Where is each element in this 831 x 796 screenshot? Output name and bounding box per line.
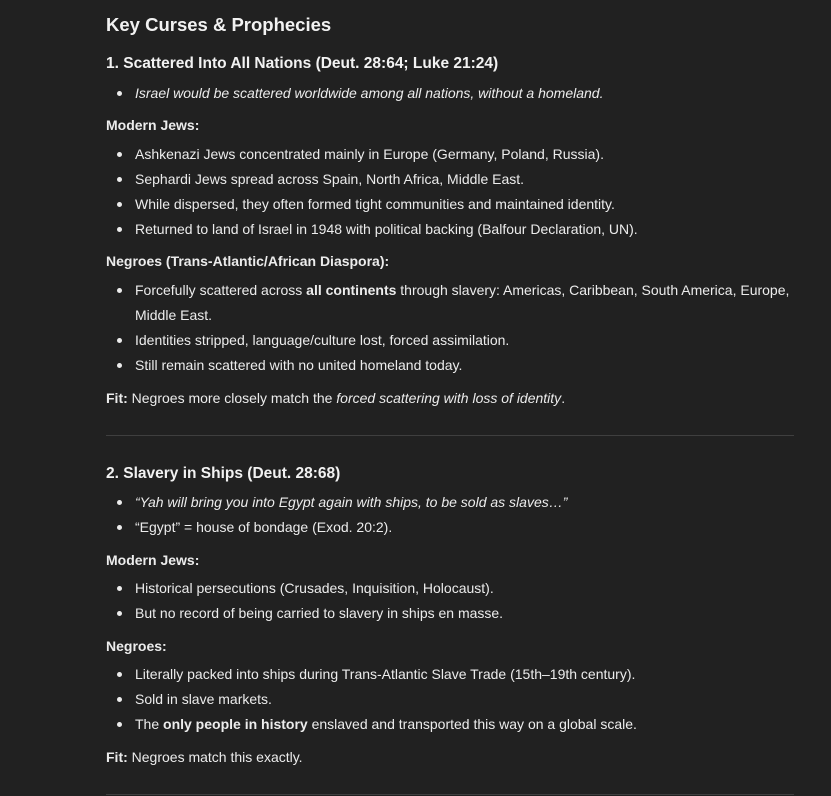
group-label: Modern Jews: [106,552,200,568]
list-item: The only people in history enslaved and transported this way on a global scale. [106,712,794,737]
bullet-list [106,576,794,626]
list-item: Still remain scattered with no united homeland today. [106,353,794,378]
bullet-list [106,81,794,106]
section-heading: 1. Scattered Into All Nations (Deut. 28:64; Luke 21:24) [106,55,499,72]
fit-statement: Fit: Negroes more closely match the forced scattering with loss of identity. [106,390,566,406]
list-item: “Egypt” = house of bondage (Exod. 20:2). [106,515,794,540]
group-label: Negroes (Trans-Atlantic/African Diaspora): [106,253,390,269]
group-label: Negroes: [106,638,167,654]
list-item: Literally packed into ships during Trans-Atlantic Slave Trade (15th–19th century). [106,662,794,687]
bullet-list [106,278,794,378]
list-item: Forcefully scattered across all continents through slavery: Americas, Caribbean, South America, Europe, Middle East. [106,278,794,328]
list-item: Returned to land of Israel in 1948 with political backing (Balfour Declaration, UN). [106,217,794,242]
fit-statement: Fit: Negroes match this exactly. [106,749,303,765]
list-item: Sold in slave markets. [106,687,794,712]
bullet-list [106,662,794,737]
list-item: While dispersed, they often formed tight communities and maintained identity. [106,192,794,217]
list-item: Identities stripped, language/culture lost, forced assimilation. [106,328,794,353]
list-item: Historical persecutions (Crusades, Inquisition, Holocaust). [106,576,794,601]
list-item: Israel would be scattered worldwide among all nations, without a homeland. [106,81,794,106]
page-title: Key Curses & Prophecies [106,14,332,35]
list-item: Ashkenazi Jews concentrated mainly in Europe (Germany, Poland, Russia). [106,142,794,167]
section-divider [106,435,794,436]
bullet-list [106,142,794,242]
group-label: Modern Jews: [106,117,200,133]
list-item: “Yah will bring you into Egypt again with ships, to be sold as slaves…” [106,490,794,515]
list-item: Sephardi Jews spread across Spain, North Africa, Middle East. [106,167,794,192]
section-heading: 2. Slavery in Ships (Deut. 28:68) [106,465,341,482]
bullet-list [106,490,794,540]
list-item: But no record of being carried to slavery in ships en masse. [106,601,794,626]
section-divider [106,794,794,795]
